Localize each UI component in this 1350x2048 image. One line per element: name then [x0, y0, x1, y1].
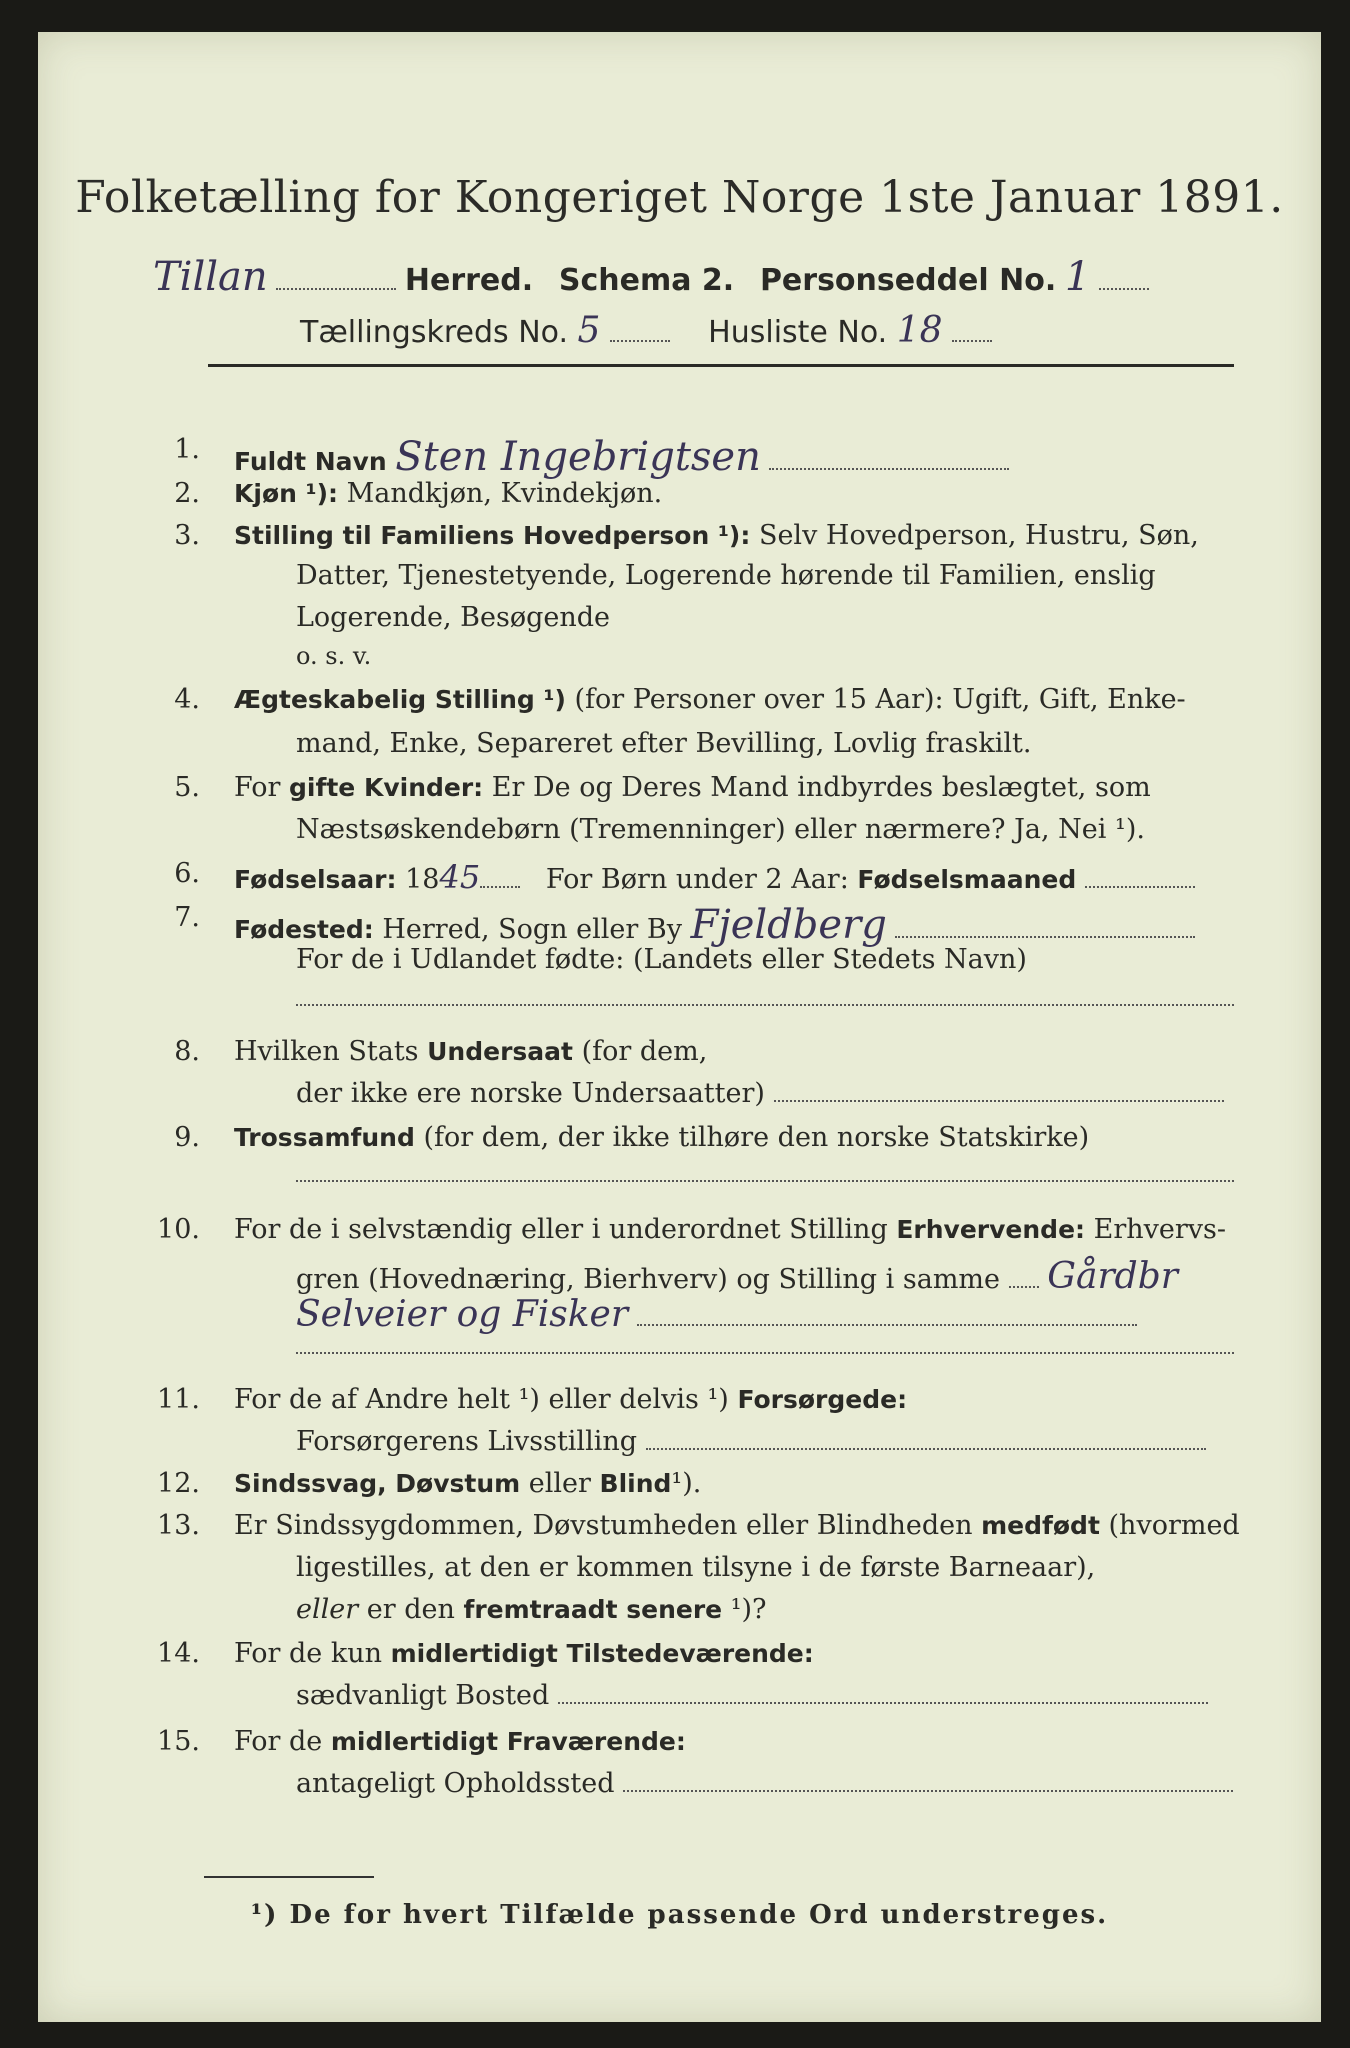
herred-row [153, 254, 1149, 300]
item-1: Fuldt Navn Sten Ingebrigtsen [234, 434, 1009, 480]
personseddel-no: 1 [1064, 254, 1091, 300]
personseddel-label: Personseddel No. [759, 263, 1057, 298]
item-number: 1. [174, 434, 200, 465]
item-4: Ægteskabelig Stilling ¹) (for Personer over 15 Aar): Ugift, Gift, Enke- [234, 684, 1186, 715]
item-13: Er Sindssygdommen, Døvstumheden eller Blindheden medfødt (hvormed [234, 1510, 1240, 1541]
item-9: Trossamfund (for dem, der ikke tilhøre den norske Statskirke) [234, 1122, 1090, 1153]
item-11: For de af Andre helt ¹) eller delvis ¹) Forsørgede: [234, 1384, 908, 1415]
item-3: Stilling til Familiens Hovedperson ¹): Selv Hovedperson, Hustru, Søn, [234, 520, 1199, 551]
kreds-no: 5 [577, 310, 601, 351]
birth-year-value: 45 [439, 858, 481, 896]
kreds-label: Tællingskreds No. [300, 315, 568, 350]
full-name-value: Sten Ingebrigtsen [395, 434, 761, 480]
husliste-no: 18 [896, 310, 943, 351]
birthplace-value: Fjeldberg [690, 902, 887, 948]
item-14: For de kun midlertidigt Tilstedeværende: [234, 1638, 814, 1669]
item-15: For de midlertidigt Fraværende: [234, 1726, 686, 1757]
census-form: Folketælling for Kongeriget Norge 1ste Januar 1891. Tillan Herred. Schema 2. Personseddel No. 1 Tællingskreds No. 5 Husliste No. 18 1. Fuldt Navn Sten Ingebrigtsen 2. Kjøn ¹): Mandkjøn, Kvindekjøn. 3. Stilling til Familiens Hovedperson ¹): Selv Hovedperson, Hustru, Søn, Datter, Tjenestetyende, Logerende hørende til Familien, enslig Logerende, Besøgende o. s. v. 4. Ægteskabelig Stilling ¹) (for Personer over 15 Aar): Ugift, Gift, Enke- mand, Enke, Separeret efter Bevilling, Lovlig fraskilt. 5. For gifte Kvinder: Er De og Deres Mand indbyrdes beslægtet, som Næstsøskendebørn (Tremenninger) eller nærmere? Ja, Nei ¹). 6. Fødselsaar: 1845 For Børn under 2 Aar: Fødselsmaaned 7. Fødested: Herred, Sogn eller By Fjeldberg For de i Udlandet fødte: (Landets eller Stedets Navn) 8. Hvilken Stats Undersaat (for dem, der ikke ere norske Undersaatter) 9. Trossamfund (for dem, der ikke tilhøre den norske Statskirke) 10. For de i selvstændig eller i underordnet Stilling Erhvervende: Erhvervs- gren (Hovednæring, Bierhverv) og Stilling i samme Gårdbr Selveier og Fisker 11. For de af Andre helt ¹) eller delvis ¹) Forsørgede: Forsørgerens Livsstilling 12. Sindssvag, Døvstum eller Blind¹). 13. Er Sindssygdommen, Døvstumheden eller Blindheden medfødt (hvormed ligestilles, at den er kommen tilsyne i de første Barneaar), eller er den fremtraadt senere ¹)? 14. For de kun midlertidigt Tilstedeværende: sædvanligt Bosted 15. For de midlertidigt Fraværende: antageligt Opholdssted ¹) De for hvert Tilfælde passende Ord understreges. [38, 32, 1321, 2022]
item-2: Kjøn ¹): Mandkjøn, Kvindekjøn. [234, 478, 663, 509]
schema-label: Schema 2. [558, 263, 735, 298]
herred-label: Herred. [404, 263, 534, 298]
occupation-value-2: Selveier og Fisker [296, 1294, 629, 1335]
item-12: Sindssvag, Døvstum eller Blind¹). [234, 1468, 702, 1499]
occupation-value-1: Gårdbr [1047, 1256, 1178, 1297]
footnote-rule [204, 1876, 374, 1878]
herred-name: Tillan [153, 254, 268, 300]
item-6: Fødselsaar: 1845 For Børn under 2 Aar: Fødselsmaaned [234, 858, 1195, 896]
header-rule [208, 364, 1234, 367]
item-7: Fødested: Herred, Sogn eller By Fjeldberg [234, 902, 1195, 948]
footnote: ¹) De for hvert Tilfælde passende Ord understreges. [250, 1900, 1109, 1930]
husliste-label: Husliste No. [708, 315, 888, 350]
item-10: For de i selvstændig eller i underordnet Stilling Erhvervende: Erhvervs- [234, 1214, 1227, 1245]
form-title: Folketælling for Kongeriget Norge 1ste Januar 1891. [75, 172, 1284, 223]
item-5: For gifte Kvinder: Er De og Deres Mand indbyrdes beslægtet, som [234, 772, 1151, 803]
item-8: Hvilken Stats Undersaat (for dem, [234, 1036, 708, 1067]
kreds-row [300, 310, 992, 351]
